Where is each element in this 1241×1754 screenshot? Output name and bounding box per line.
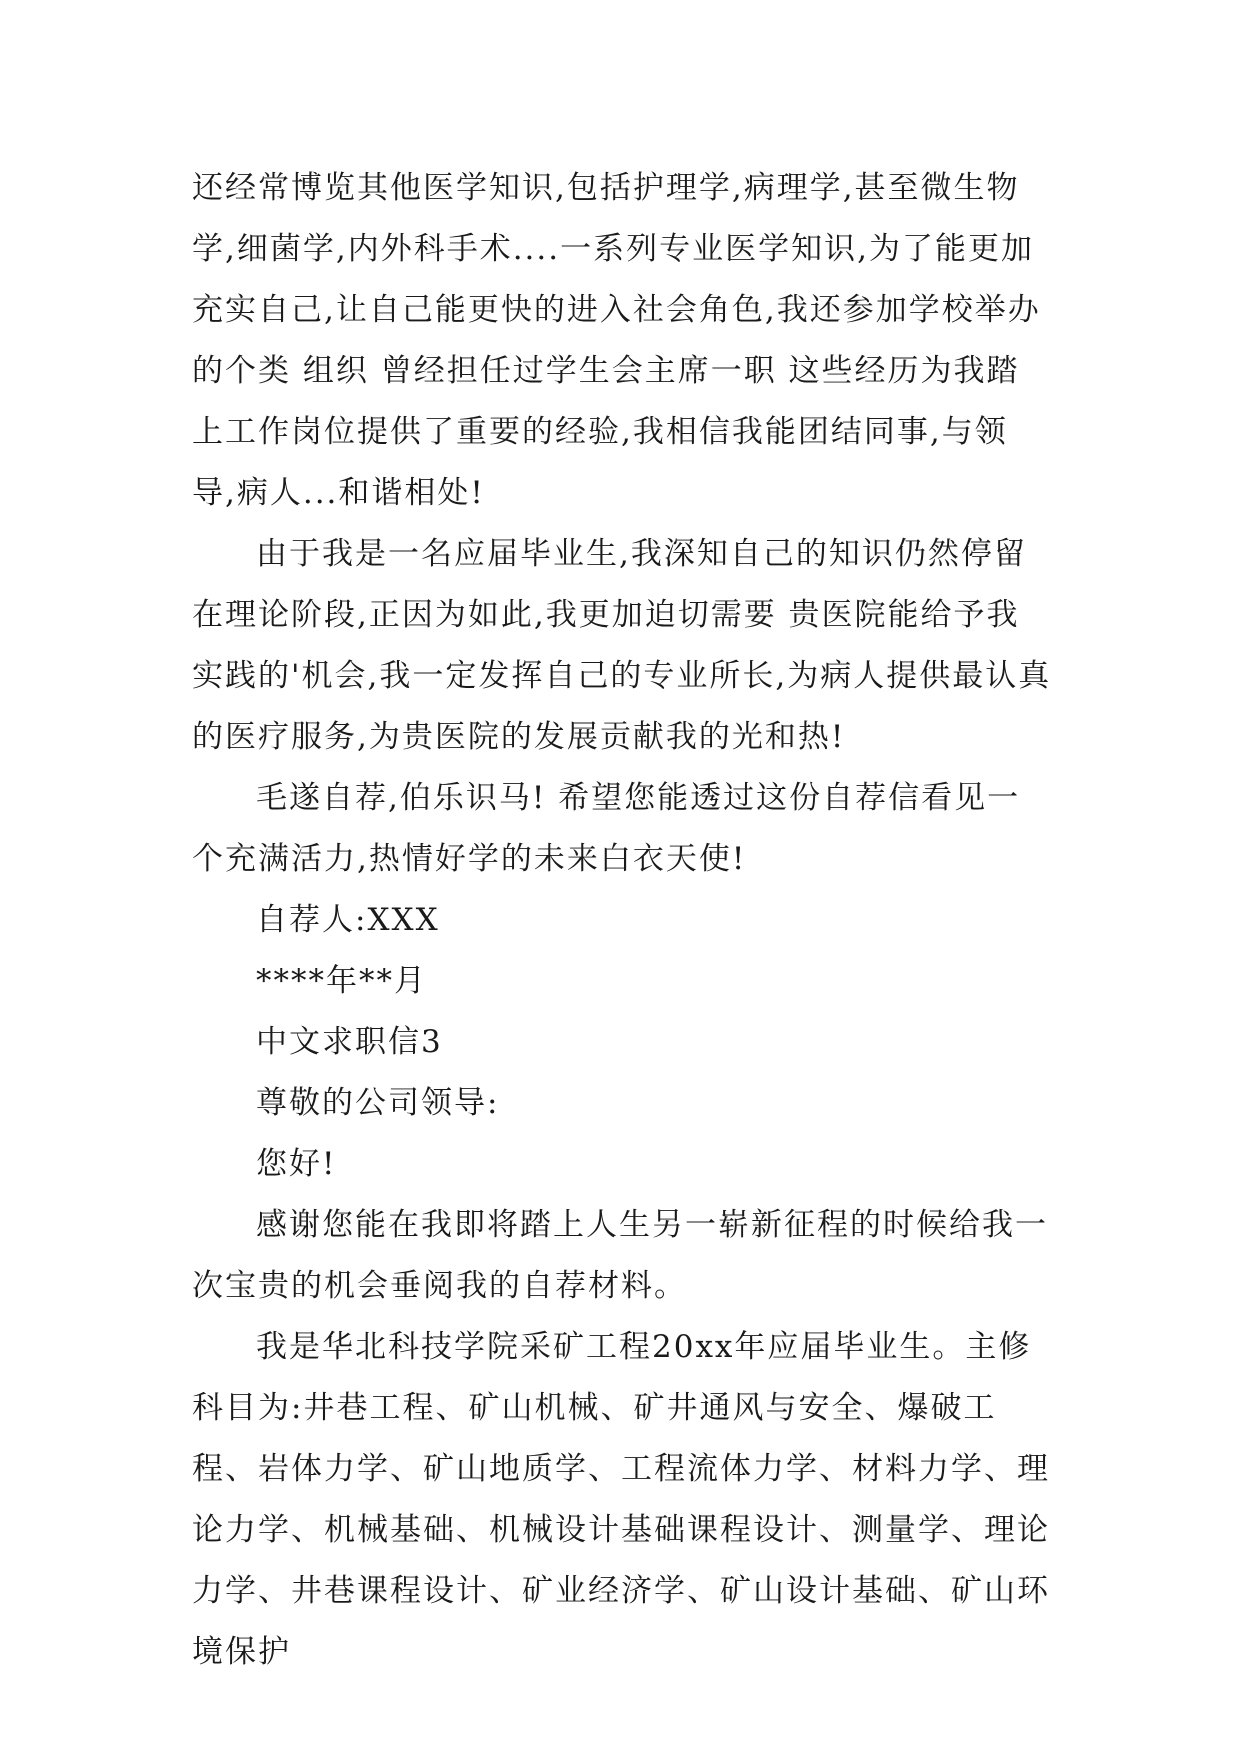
paragraph-continuation: 还经常博览其他医学知识,包括护理学,病理学,甚至微生物学,细菌学,内外科手术....一系列专业医学知识,为了能更加充实自己,让自己能更快的进入社会角色,我还参加学校举办的个类 组织 曾经担任过学生会主席一职 这些经历为我踏上工作岗位提供了重要的经验,我相信我能团结同事,与领导,病人...和谐相处! <box>192 170 1041 511</box>
paragraph-education: 我是华北科技学院采矿工程20xx年应届毕业生。主修科目为:井巷工程、矿山机械、矿井通风与安全、爆破工程、岩体力学、矿山地质学、工程流体力学、材料力学、理论力学、机械基础、机械设计基础课程设计、测量学、理论力学、井巷课程设计、矿业经济学、矿山设计基础、矿山环境保护 <box>192 1329 1050 1670</box>
paragraph-graduate: 由于我是一名应届毕业生,我深知自己的知识仍然停留在理论阶段,正因为如此,我更加迫切需要 贵医院能给予我实践的'机会,我一定发挥自己的专业所长,为病人提供最认真的医疗服务,为贵医院的发展贡献我的光和热! <box>192 536 1052 755</box>
date-line: ****年**月 <box>256 963 427 999</box>
document-body <box>192 158 1052 1683</box>
paragraph-self-recommend: 毛遂自荐,伯乐识马! 希望您能透过这份自荐信看见一个充满活力,热情好学的未来白衣天使! <box>192 780 1021 877</box>
greeting: 您好! <box>256 1146 337 1182</box>
signature-line: 自荐人:XXX <box>256 902 440 938</box>
salutation: 尊敬的公司领导: <box>256 1085 500 1121</box>
section-title: 中文求职信3 <box>256 1024 443 1060</box>
paragraph-thanks: 感谢您能在我即将踏上人生另一崭新征程的时候给我一次宝贵的机会垂阅我的自荐材料。 <box>192 1207 1048 1304</box>
